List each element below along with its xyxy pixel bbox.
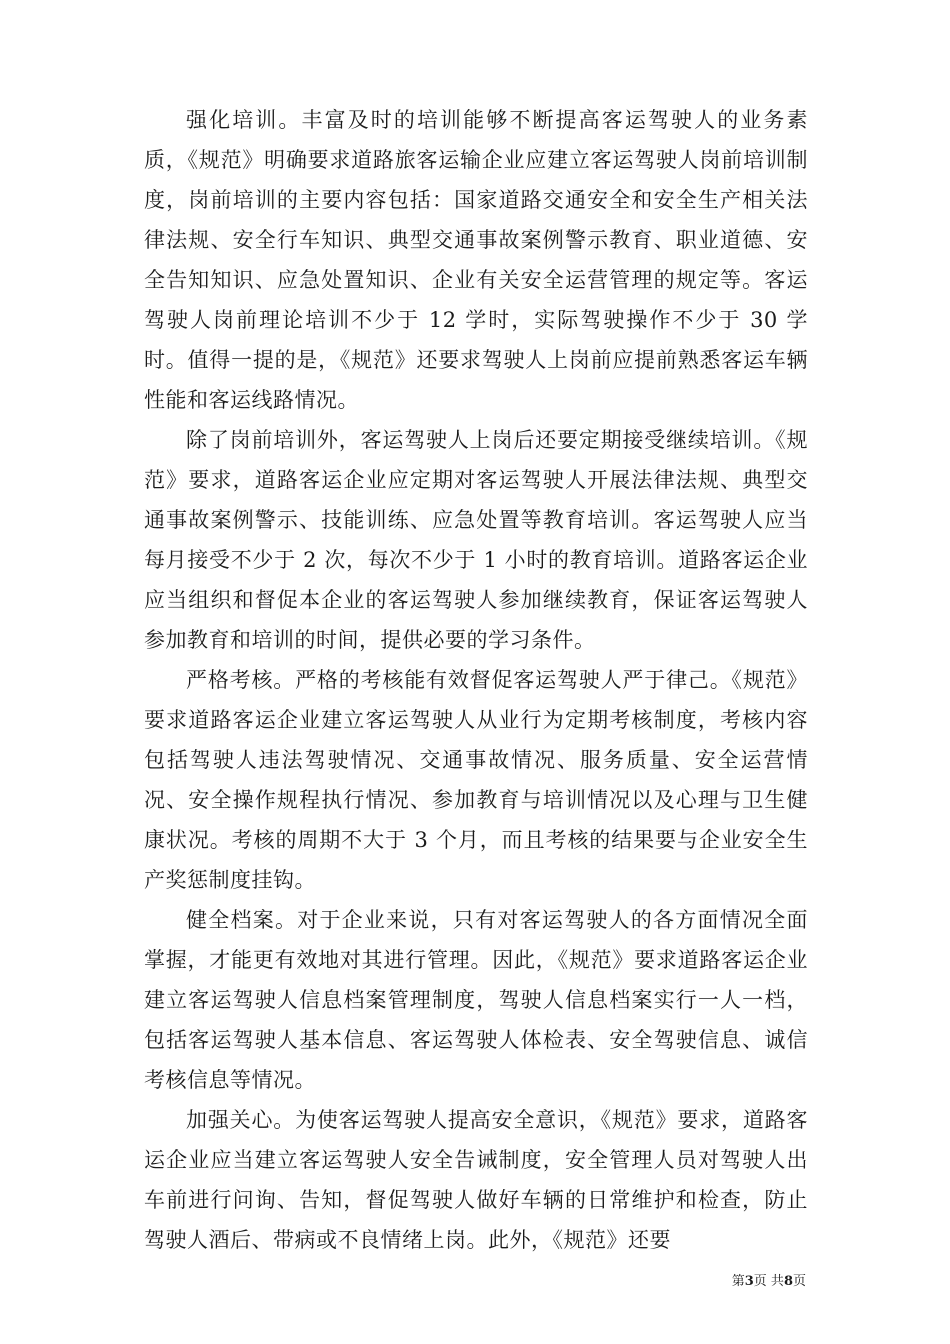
page-prefix: 第 (731, 1274, 745, 1289)
paragraph-assessment: 严格考核。严格的考核能有效督促客运驾驶人严于律己。《规范》要求道路客运企业建立客运驾驶人从业行为定期考核制度，考核内容包括驾驶人违法驾驶情况、交通事故情况、服务质量、安全运营情况、安全操作规程执行情况、参加教育与培训情况以及心理与卫生健康状况。考核的周期不大于 3 个月，而且考核的结果要与企业安全生产奖惩制度挂钩。 (144, 668, 808, 892)
page-total: 8 (783, 1274, 793, 1289)
document-body (144, 100, 808, 1260)
paragraph-records: 健全档案。对于企业来说，只有对客运驾驶人的各方面情况全面掌握，才能更有效地对其进行管理。因此，《规范》要求道路客运企业建立客运驾驶人信息档案管理制度，驾驶人信息档案实行一人一档，包括客运驾驶人基本信息、客运驾驶人体检表、安全驾驶信息、诚信考核信息等情况。 (144, 908, 808, 1092)
paragraph-care: 加强关心。为使客运驾驶人提高安全意识，《规范》要求，道路客运企业应当建立客运驾驶人安全告诫制度，安全管理人员对驾驶人出车前进行问询、告知，督促驾驶人做好车辆的日常维护和检查，防止驾驶人酒后、带病或不良情绪上岗。此外，《规范》还要 (144, 1108, 808, 1252)
paragraph-continuing-training: 除了岗前培训外，客运驾驶人上岗后还要定期接受继续培训。《规范》要求，道路客运企业应定期对客运驾驶人开展法律法规、典型交通事故案例警示、技能训练、应急处置等教育培训。客运驾驶人应当每月接受不少于 2 次，每次不少于 1 小时的教育培训。道路客运企业应当组织和督促本企业的客运驾驶人参加继续教育，保证客运驾驶人参加教育和培训的时间，提供必要的学习条件。 (144, 428, 808, 652)
paragraph-training: 强化培训。丰富及时的培训能够不断提高客运驾驶人的业务素质，《规范》明确要求道路旅客运输企业应建立客运驾驶人岗前培训制度，岗前培训的主要内容包括：国家道路交通安全和安全生产相关法律法规、安全行车知识、典型交通事故案例警示教育、职业道德、安全告知知识、应急处置知识、企业有关安全运营管理的规定等。客运驾驶人岗前理论培训不少于 12 学时，实际驾驶操作不少于 30 学时。值得一提的是，《规范》还要求驾驶人上岗前应提前熟悉客运车辆性能和客运线路情况。 (144, 108, 808, 412)
page-suffix: 页 (792, 1274, 806, 1289)
page-footer (732, 1270, 806, 1289)
page-number: 3 (744, 1274, 754, 1289)
page-middle: 页 共 (753, 1274, 784, 1289)
